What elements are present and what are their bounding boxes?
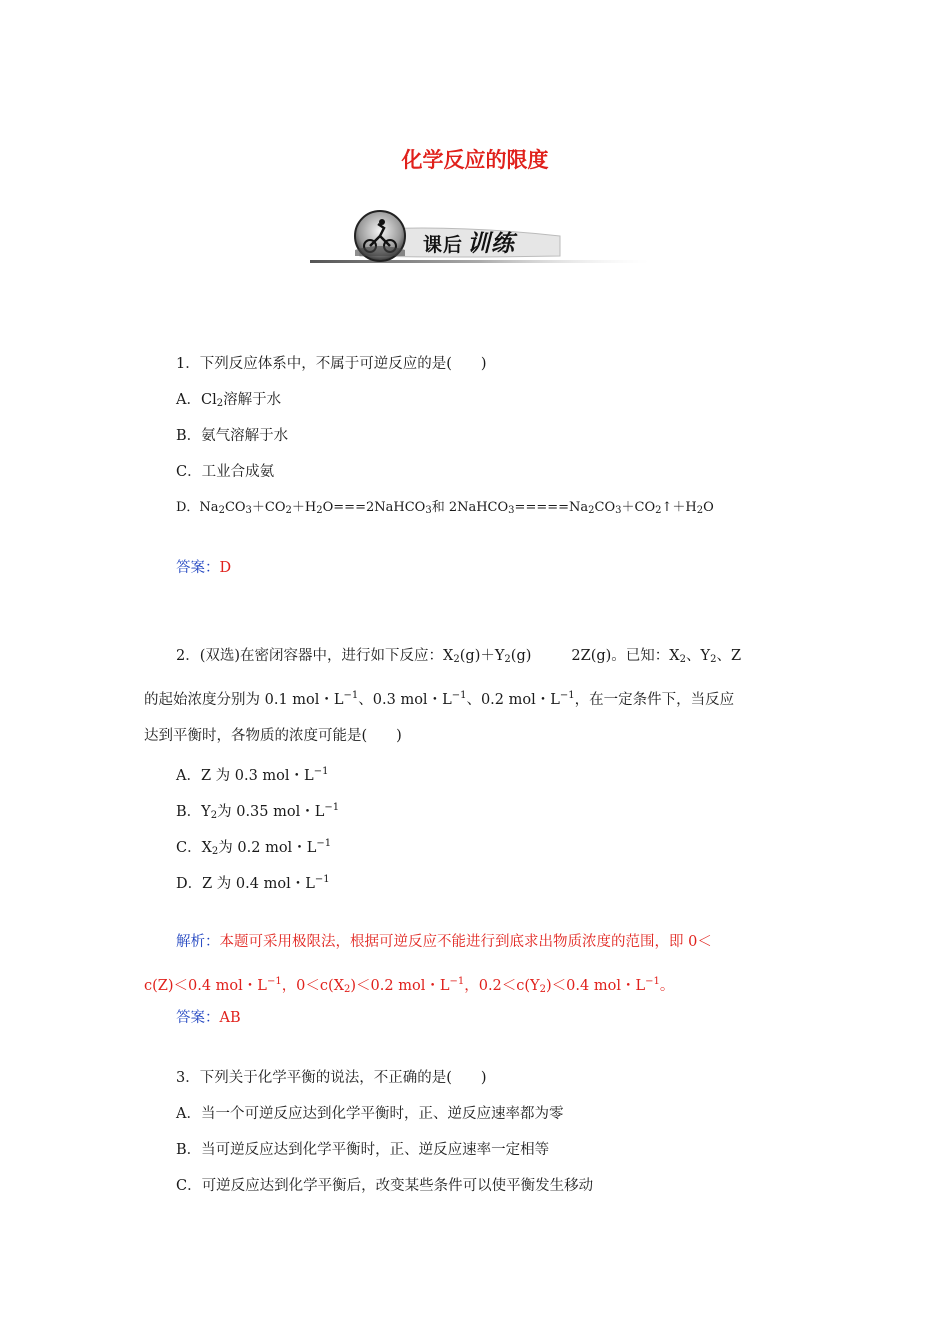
q1-answer: 答案：D — [176, 560, 232, 576]
q2-stem-line1: 2．(双选)在密闭容器中，进行如下反应：$X_2(g)+Y_2(g)$ 2Z(g)。已知：$X_2$、$Y_2$、Z — [176, 648, 742, 665]
q2-stem-line2: 的起始浓度分别为 0.1 mol・$L^{-1}$、0.3 mol・$L^{-1}$、0.2 mol・$L^{-1}$，在一定条件下，当反应 — [144, 690, 735, 708]
q3-option-a: A．当一个可逆反应达到化学平衡时，正、逆反应速率都为零 — [176, 1106, 564, 1122]
q1-option-c: C．工业合成氨 — [176, 464, 275, 480]
banner-text-a: 课后 — [423, 234, 464, 256]
q2-analysis-line2: c(Z)＜0.4 mol・$L^{-1}$，$0<c(X_2)<0.2$ mol・$L^{-1}$，$0.2<c(Y_2)<0.4$ mol・$L^{-1}$。 — [144, 976, 675, 995]
q2-option-d: D．Z 为 0.4 mol・$L^{-1}$ — [176, 874, 330, 892]
q3-option-c: C．可逆反应达到化学平衡后，改变某些条件可以使平衡发生移动 — [176, 1178, 594, 1194]
q3-option-b: B．当可逆反应达到化学平衡时，正、逆反应速率一定相等 — [176, 1142, 550, 1158]
q3-stem: 3．下列关于化学平衡的说法，不正确的是( ) — [176, 1070, 487, 1086]
q1-stem: 1．下列反应体系中，不属于可逆反应的是( ) — [176, 356, 487, 372]
page-title: 化学反应的限度 — [401, 148, 549, 172]
banner-text-b: 训练 — [467, 231, 516, 257]
q1-option-b: B．氨气溶解于水 — [176, 428, 289, 444]
q2-answer: 答案：AB — [176, 1010, 241, 1026]
q2-option-a: A．Z 为 0.3 mol・$L^{-1}$ — [176, 766, 329, 784]
section-banner — [300, 206, 660, 270]
q2-stem-line3: 达到平衡时，各物质的浓度可能是( ) — [144, 728, 402, 744]
q2-option-b: B．$Y_2$为 0.35 mol・$L^{-1}$ — [176, 802, 340, 821]
q2-analysis-line1: 解析：本题可采用极限法，根据可逆反应不能进行到底求出物质浓度的范围，即 0＜ — [176, 934, 712, 950]
q1-option-a: A．$Cl_2$溶解于水 — [176, 392, 282, 409]
banner-title — [423, 225, 515, 258]
q2-option-c: C．$X_2$为 0.2 mol・$L^{-1}$ — [176, 838, 332, 857]
q1-option-d: D．$Na_2CO_3+CO_2+H_2O===2NaHCO_3$和 $2NaHCO_3=====Na_2CO_3+CO_2↑+H_2O$ — [176, 500, 714, 516]
